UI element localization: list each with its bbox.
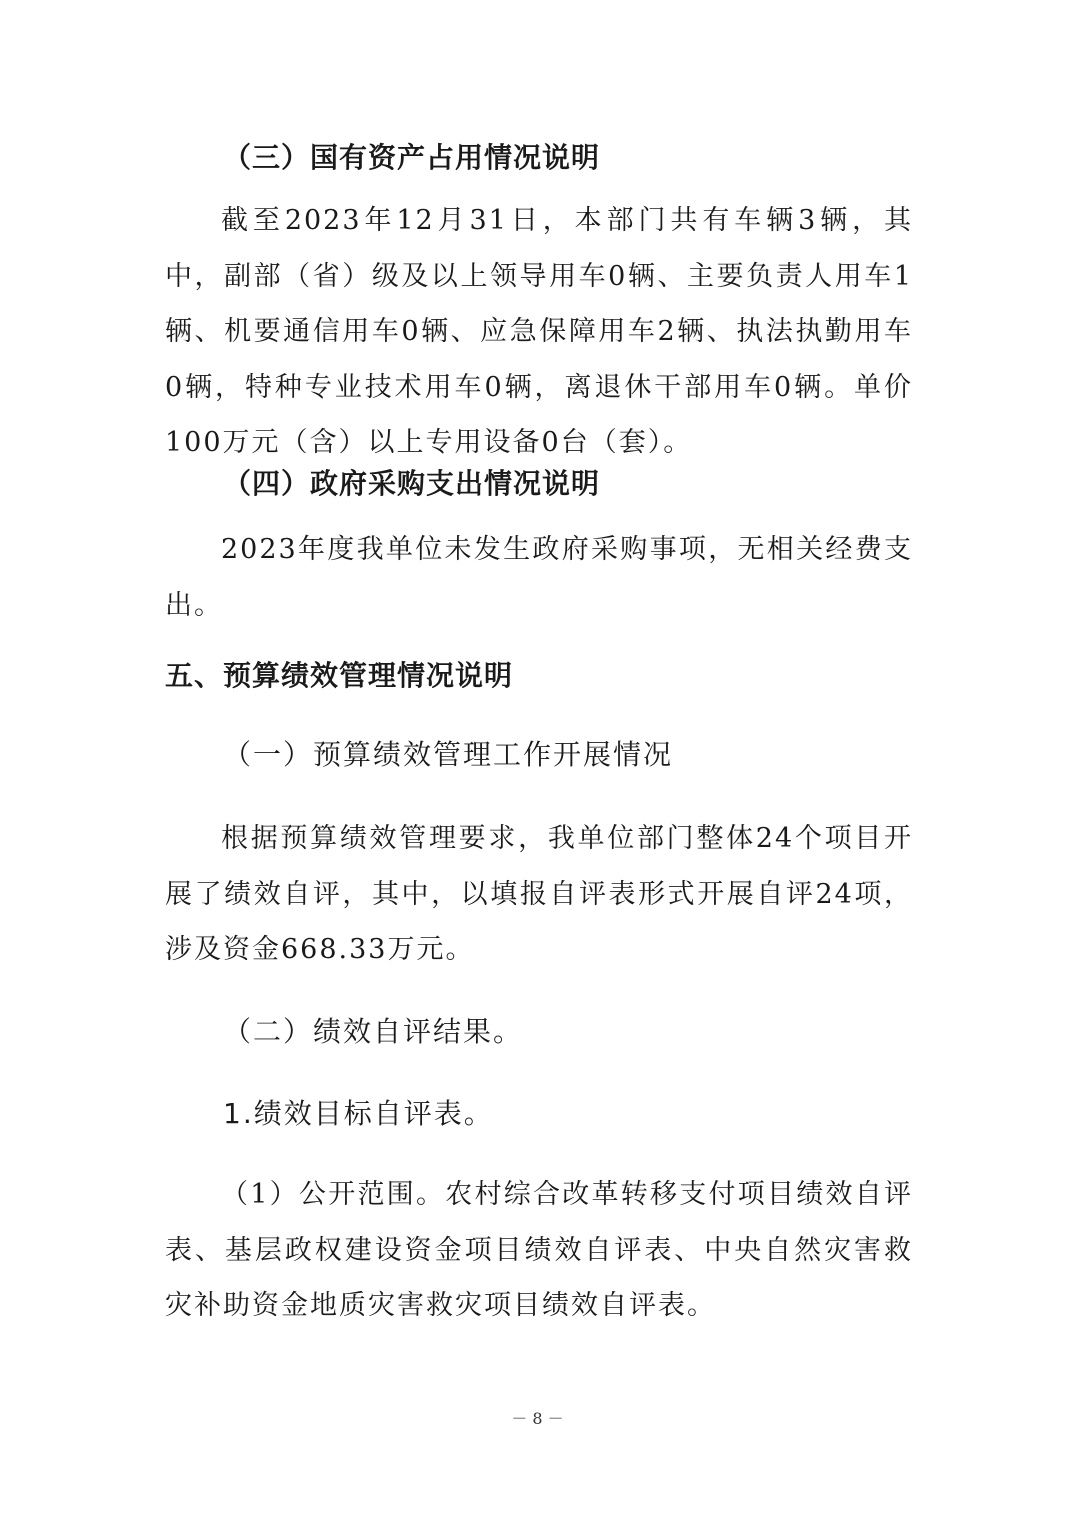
performance-work-heading: （一）预算绩效管理工作开展情况 [223,738,674,771]
page-number: － 8 － [511,1409,564,1428]
assets-heading: （三）国有资产占用情况说明 [223,141,601,174]
results-item1-paragraph: （1）公开范围。农村综合改革转移支付项目绩效自评表、基层政权建设资金项目绩效自评表、中央自然灾害救灾补助资金地质灾害救灾项目绩效自评表。 [165,1179,913,1321]
procurement-paragraph: 2023年度我单位未发生政府采购事项，无相关经费支出。 [165,534,913,621]
performance-section-heading: 五、预算绩效管理情况说明 [165,659,514,692]
results-heading: （二）绩效自评结果。 [223,1015,524,1048]
assets-paragraph: 截至2023年12月31日，本部门共有车辆3辆，其中，副部（省）级及以上领导用车0辆、主要负责人用车1辆、机要通信用车0辆、应急保障用车2辆、执法执勤用车0辆，特种专业技术用车0辆，离退休干部用车0辆。单价100万元（含）以上专用设备0台（套）。 [165,205,913,458]
performance-work-paragraph: 根据预算绩效管理要求，我单位部门整体24个项目开展了绩效自评，其中，以填报自评表形式开展自评24项，涉及资金668.33万元。 [165,823,913,965]
results-item1-heading: 1.绩效目标自评表。 [223,1097,494,1130]
procurement-heading: （四）政府采购支出情况说明 [223,467,601,500]
